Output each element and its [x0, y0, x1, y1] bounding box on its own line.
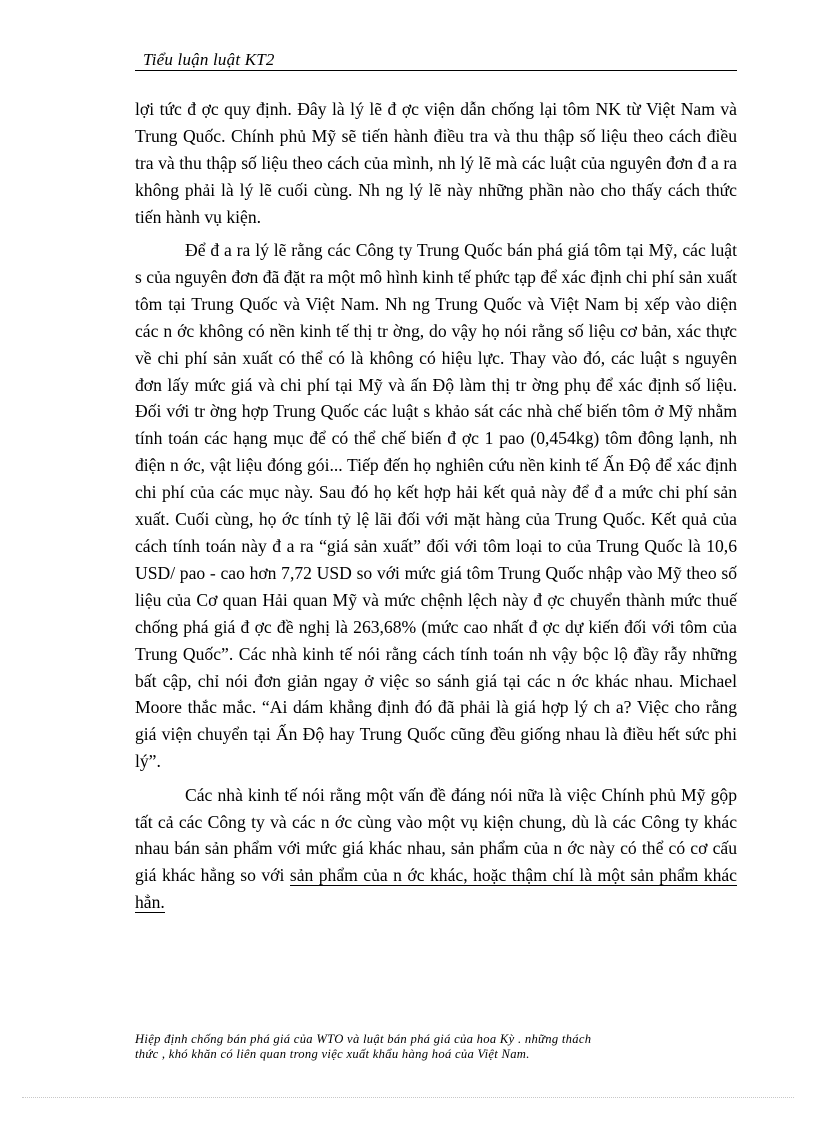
footer-line-2: thức , khó khăn có liên quan trong việc xuất khẩu hàng hoá của Việt Nam. — [135, 1047, 530, 1061]
paragraph-2: Để đ a ra lý lẽ rằng các Công ty Trung Quốc bán phá giá tôm tại Mỹ, các luật s của nguyên đơn đã đặt ra một mô hình kinh tế phức tạp để xác định chi phí sản xuất tôm tại Trung Quốc và Việt Nam. Nh ng Trung Quốc và Việt Nam bị xếp vào diện các n ớc không có nền kinh tế thị tr ờng, do vậy họ nói rằng số liệu cơ bản, xác thực về chi phí sản xuất có thể có là không có hiệu lực. Thay vào đó, các luật s nguyên đơn lấy mức giá và chi phí tại Mỹ và ấn Độ làm thị tr ờng phụ để xác định số liệu. Đối với tr ờng hợp Trung Quốc các luật s khảo sát các nhà chế biến tôm ở Mỹ nhằm tính toán các hạng mục để có thể chế biến đ ợc 1 pao (0,454kg) tôm đông lạnh, nh điện n ớc, vật liệu đóng gói... Tiếp đến họ nghiên cứu nền kinh tế Ấn Độ để xác định chi phí của các mục này. Sau đó họ kết hợp hải kết quả này để đ a mức chi phí sản xuất. Cuối cùng, họ ớc tính tỷ lệ lãi đối với mặt hàng của Trung Quốc. Kết quả của cách tính toán này đ a ra “giá sản xuất” đối với tôm loại to của Trung Quốc là 10,6 USD/ pao - cao hơn 7,72 USD so với mức giá tôm Trung Quốc nhập vào Mỹ theo số liệu của Cơ quan Hải quan Mỹ và mức chệnh lệch này đ ợc chuyển thành mức thuế chống phá giá đ ợc đề nghị là 263,68% (mức cao nhất đ ợc dự kiến đối với tôm của Trung Quốc”. Các nhà kinh tế nói rằng cách tính toán nh vậy bộc lộ đầy rẫy những bất cập, chỉ nói đơn giản ngay ở việc so sánh giá tại các n ớc khác nhau. Michael Moore thắc mắc. “Ai dám khẳng định đó đã phải là giá hợp lý ch a? Việc cho rằng giá viện chuyển tại Ấn Độ hay Trung Quốc cũng đều giống nhau là điều hết sức phi lý”. — [135, 240, 737, 772]
page-footer — [135, 1032, 737, 1062]
document-body — [135, 96, 737, 923]
footer-line-1: Hiệp định chống bán phá giá của WTO và luật bán phá giá của hoa Kỳ . những thách — [135, 1032, 592, 1046]
paragraph-3-final-line: sản phẩm của n ớc khác, hoặc thậm chí là một sản phẩm khác hẳn. — [135, 865, 737, 913]
paragraph-3-text: Các nhà kinh tế nói rằng một vấn đề đáng nói nữa là việc Chính phủ Mỹ gộp tất cả các Công ty và các n ớc cùng vào một vụ kiện chung, dù là các Công ty khác nhau bán sản phẩm với mức giá khác nhau, sản phẩm của n ớc này có thể có cơ cấu giá khác hẳng so với — [135, 784, 737, 886]
header-title: Tiểu luận luật KT2 — [143, 50, 275, 69]
paragraph-1: lợi tức đ ợc quy định. Đây là lý lẽ đ ợc viện dẫn chống lại tôm NK từ Việt Nam và Trung Quốc. Chính phủ Mỹ sẽ tiến hành điều tra và thu thập số liệu theo cách điều tra và thu thập số liệu theo cách của mình, nh lý lẽ mà các luật của nguyên đơn đ a ra không phải là lý lẽ cuối cùng. Nh ng lý lẽ này những phần nào cho thấy cách thức tiến hành vụ kiện. — [135, 99, 737, 227]
page-header — [135, 48, 737, 71]
paragraph-3 — [135, 782, 737, 917]
page-bottom-divider — [22, 1097, 794, 1098]
